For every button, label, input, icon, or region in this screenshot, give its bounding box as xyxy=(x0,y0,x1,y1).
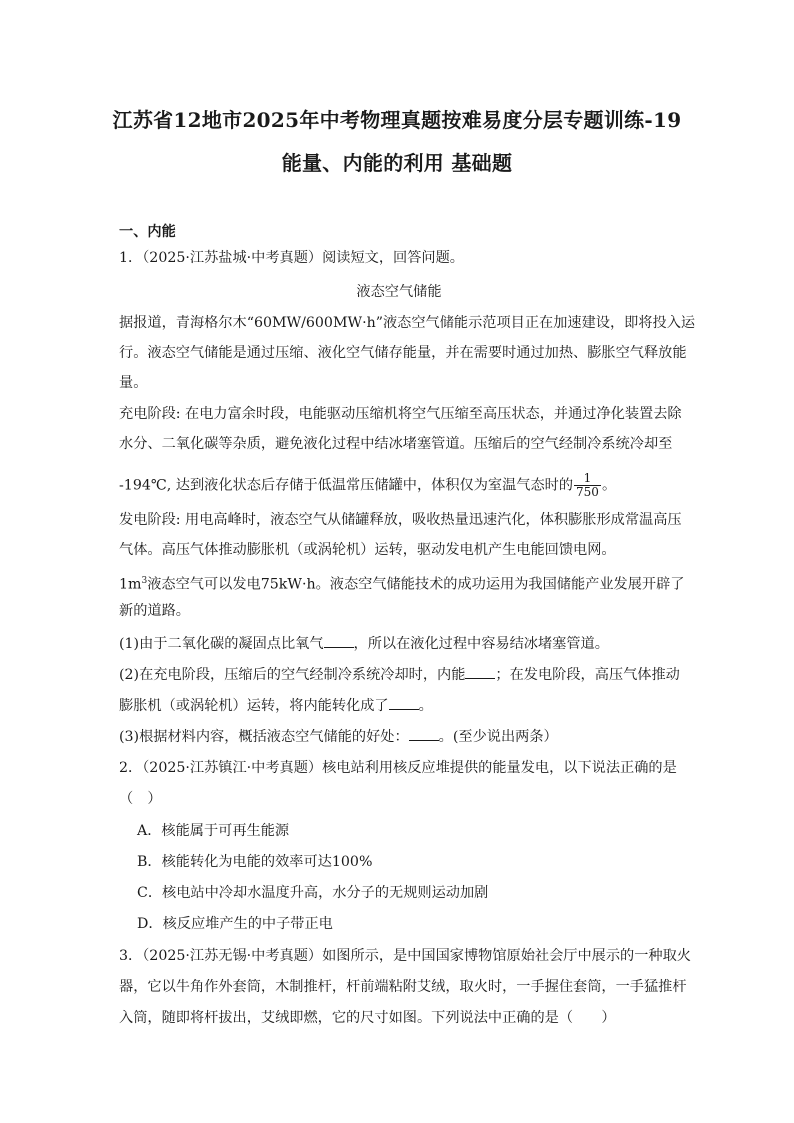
paragraph-4-line-1-text: 液态空气可以发电75kW·h。液态空气储能技术的成功运用为我国储能产业发展开辟了 xyxy=(147,576,685,593)
paragraph-2-line-2: 水分、二氧化碳等杂质，避免液化过程中结冰堵塞管道。压缩后的空气经制冷系统冷却至 xyxy=(119,436,673,452)
question-3-stem-line-3: 入筒，随即将杆拔出，艾绒即燃，它的尺寸如图。下列说法中正确的是（ ） xyxy=(119,1010,616,1026)
paragraph-3-line-1: 发电阶段: 用电高峰时，液态空气从储罐释放，吸收热量迅速汽化，体积膨胀形成常温高压 xyxy=(119,512,682,528)
paragraph-1-line-1: 据报道，青海格尔木“60MW/600MW·h”液态空气储能示范项目正在加速建设，即将投入运 xyxy=(119,315,696,331)
question-1-stem: 1．（2025·江苏盐城·中考真题）阅读短文，回答问题。 xyxy=(119,250,464,266)
fraction-numerator: 1 xyxy=(574,472,601,486)
paragraph-4-line-1 xyxy=(119,571,685,595)
question-3-stem-line-1: 3．（2025·江苏无锡·中考真题）如图所示，是中国国家博物馆原始社会厅中展示的一种取火 xyxy=(119,948,691,964)
sub-question-2-text: (2)在充电阶段，压缩后的空气经制冷系统冷却时，内能 xyxy=(119,667,466,683)
option-d: D．核反应堆产生的中子带正电 xyxy=(137,916,333,932)
answer-blank xyxy=(389,695,419,710)
paragraph-2-line-3 xyxy=(119,472,679,499)
paragraph-2-line-1: 充电阶段: 在电力富余时段，电能驱动压缩机将空气压缩至高压状态，并通过净化装置去除 xyxy=(119,406,682,422)
paragraph-2-line-3-end: 。 xyxy=(601,477,617,494)
question-3-stem-line-2: 器，它以牛角作外套筒，木制推杆，杆前端粘附艾绒，取火时，一手握住套筒，一手猛推杆 xyxy=(119,979,687,995)
option-a: A．核能属于可再生能源 xyxy=(137,823,290,839)
paragraph-3-line-2: 气体。高压气体推动膨胀机（或涡轮机）运转，驱动发电机产生电能回馈电网。 xyxy=(119,542,616,558)
document-title-line-1: 江苏省12地市2025年中考物理真题按难易度分层专题训练-19 xyxy=(112,108,682,132)
sub-question-3 xyxy=(119,726,679,747)
unit-exponent: 3 xyxy=(141,576,148,586)
sub-question-2-text-2: 膨胀机（或涡轮机）运转，将内能转化成了 xyxy=(119,698,389,714)
question-2-stem-line-1: 2．（2025·江苏镇江·中考真题）核电站利用核反应堆提供的能量发电，以下说法正确的是 xyxy=(119,760,677,776)
option-c: C．核电站中冷却水温度升高，水分子的无规则运动加剧 xyxy=(137,885,489,901)
paragraph-1-line-3: 量。 xyxy=(119,375,148,391)
sub-question-3-text: (3)根据材料内容，概括液态空气储能的好处： xyxy=(119,729,409,745)
section-heading: 一、内能 xyxy=(119,224,176,240)
sub-question-2-end: 。 xyxy=(418,698,433,714)
question-2-stem-line-2: （ ） xyxy=(119,791,162,807)
sub-question-3-end: 。(至少说出两条） xyxy=(438,729,558,745)
sub-question-2-mid: ；在发电阶段，高压气体推动 xyxy=(495,667,680,683)
answer-blank xyxy=(324,633,354,648)
sub-question-1 xyxy=(119,633,679,654)
answer-blank xyxy=(465,664,495,679)
answer-blank xyxy=(409,726,439,741)
sub-question-1-end: ，所以在液化过程中容易结冰堵塞管道。 xyxy=(353,636,609,652)
paragraph-4-line-2: 新的道路。 xyxy=(119,603,190,619)
article-title: 液态空气储能 xyxy=(356,284,442,300)
option-b: B．核能转化为电能的效率可达100% xyxy=(137,854,373,870)
unit-cubic-meter: 1m xyxy=(119,576,142,593)
paragraph-1-line-2: 行。液态空气储能是通过压缩、液化空气储存能量，并在需要时通过加热、膨胀空气释放能 xyxy=(119,345,687,361)
paragraph-2-line-3-text: -194℃, 达到液化状态后存储于低温常压储罐中，体积仅为室温气态时的 xyxy=(119,477,574,494)
fraction xyxy=(574,472,601,499)
document-title-line-2: 能量、内能的利用 基础题 xyxy=(281,151,513,175)
sub-question-2-line-1 xyxy=(119,664,679,685)
fraction-denominator: 750 xyxy=(576,485,599,499)
sub-question-2-line-2 xyxy=(119,695,679,716)
sub-question-1-text: (1)由于二氧化碳的凝固点比氧气 xyxy=(119,636,324,652)
